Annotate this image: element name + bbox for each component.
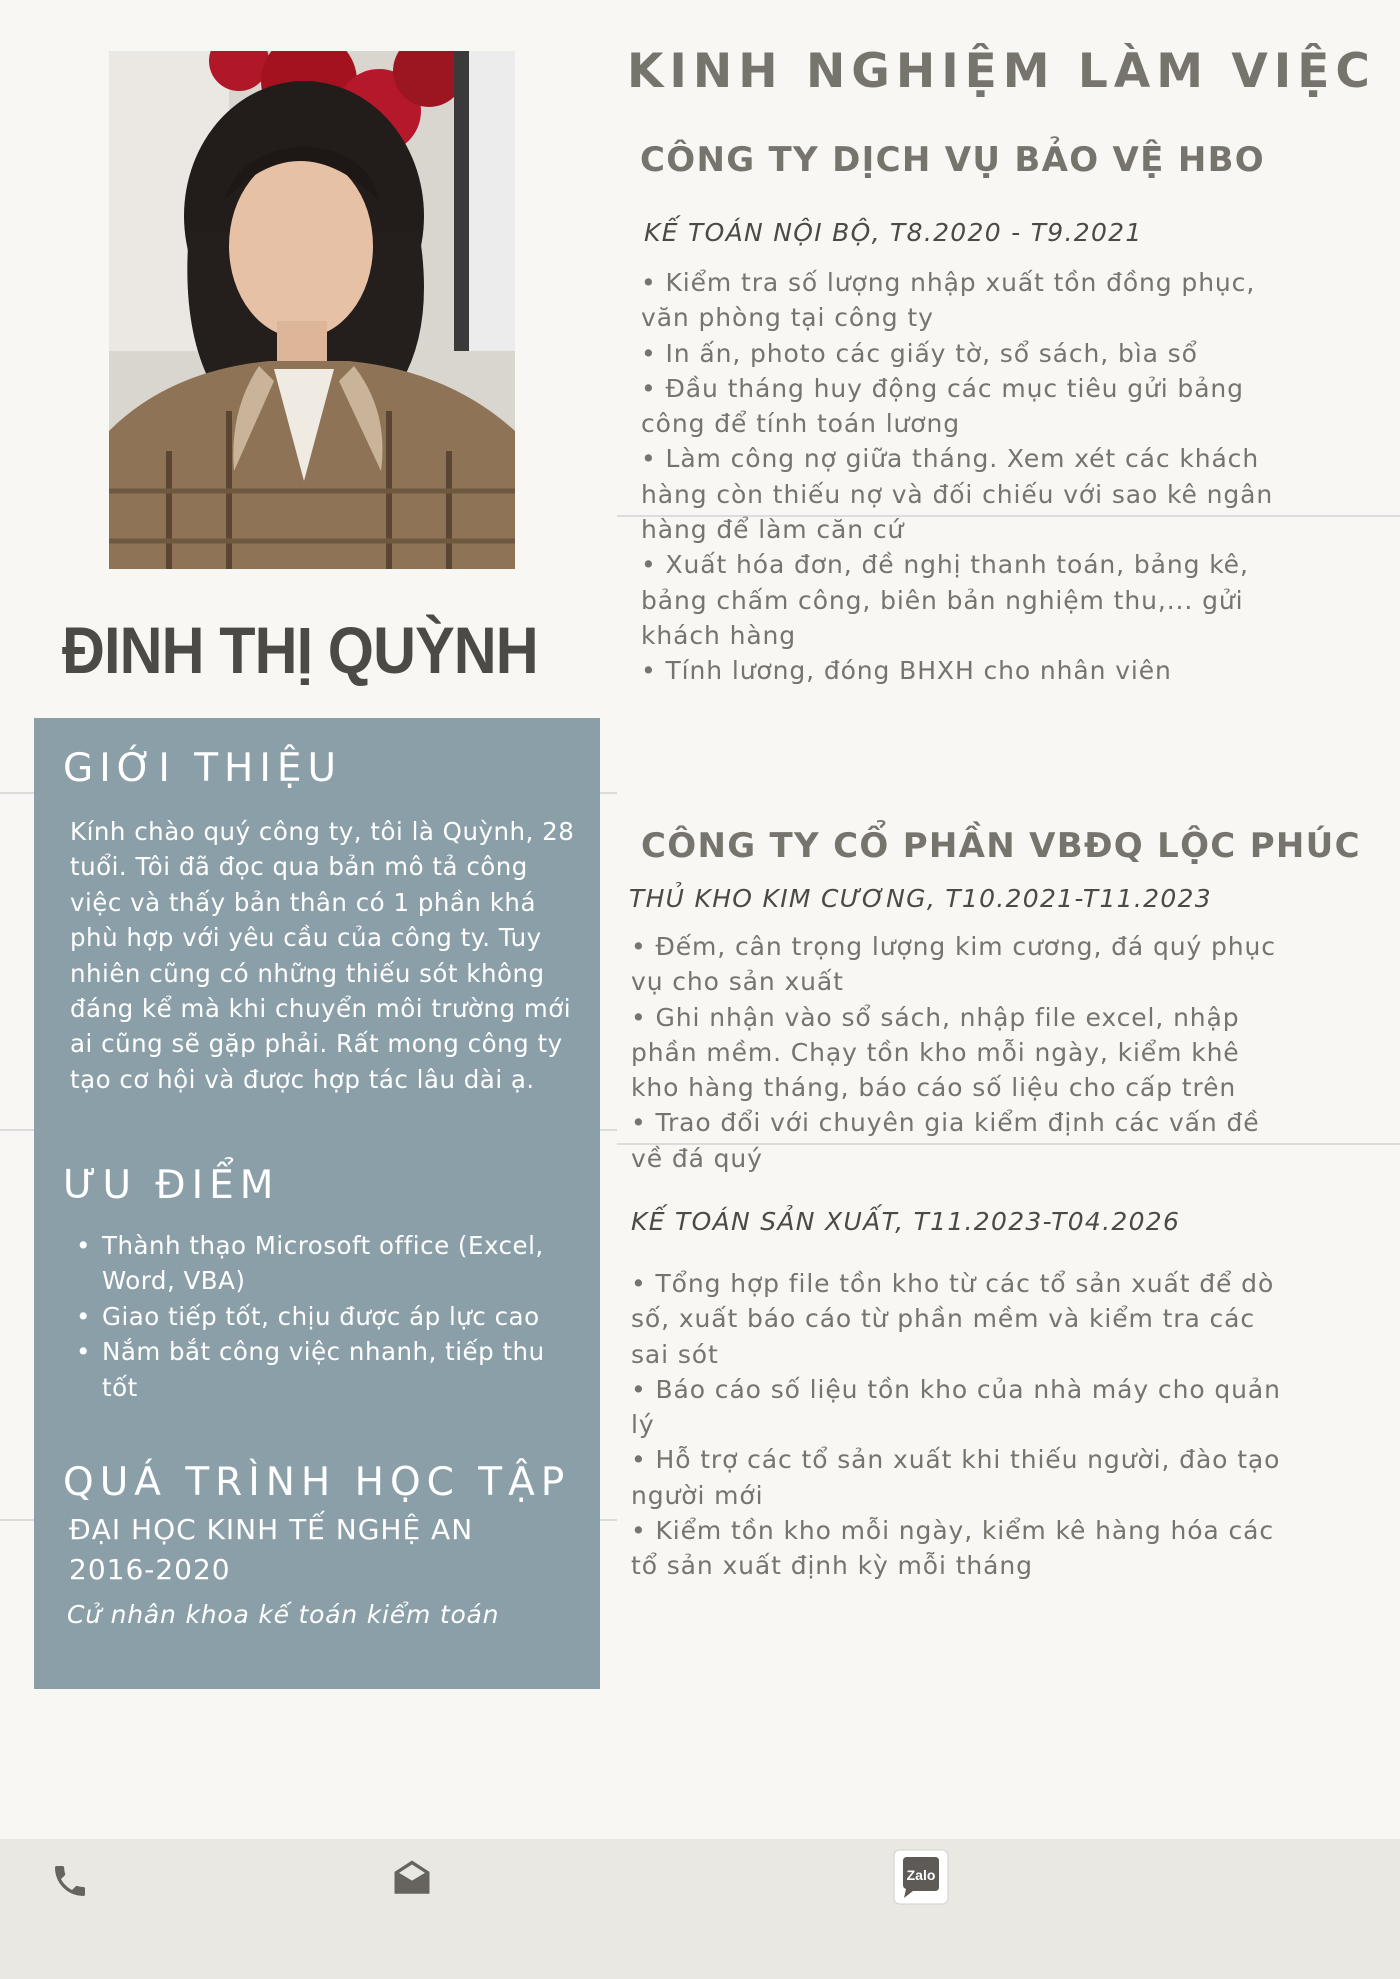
job-duties-list (631, 929, 1291, 1176)
candidate-name: ĐINH THỊ QUỲNH (62, 613, 538, 687)
list-item: • Làm công nợ giữa tháng. Xem xét các khách hàng còn thiếu nợ và đối chiếu với sao kê ngân hàng để làm căn cứ (641, 444, 1274, 545)
list-item: • Kiểm tra số lượng nhập xuất tồn đồng phục, văn phòng tại công ty (641, 268, 1256, 333)
list-item: • Xuất hóa đơn, đề nghị thanh toán, bảng kê, bảng chấm công, biên bản nghiệm thu,... gửi khách hàng (641, 550, 1249, 650)
company-name: CÔNG TY DỊCH VỤ BẢO VỆ HBO (640, 140, 1265, 180)
intro-heading: GIỚI THIỆU (63, 746, 343, 791)
contact-footer (0, 1839, 1400, 1979)
strengths-list (70, 1228, 572, 1405)
list-item: • Thành thạo Microsoft office (Excel, Word, VBA) (102, 1228, 572, 1299)
profile-photo-illustration (109, 51, 515, 569)
list-item: • Đầu tháng huy động các mục tiêu gửi bảng công để tính toán lương (641, 373, 1244, 439)
list-item: • Báo cáo số liệu tồn kho của nhà máy cho quản lý (631, 1374, 1281, 1440)
list-item: • Hỗ trợ các tổ sản xuất khi thiếu người, đào tạo người mới (631, 1445, 1281, 1510)
education-heading: QUÁ TRÌNH HỌC TẬP (63, 1460, 571, 1505)
experience-heading: KINH NGHIỆM LÀM VIỆC (627, 44, 1376, 99)
phone-icon[interactable] (50, 1861, 90, 1905)
strengths-heading: ƯU ĐIỂM (63, 1163, 280, 1208)
list-item: • Tổng hợp file tồn kho từ các tổ sản xuất để dò số, xuất báo cáo từ phần mềm và kiểm tra các sai sót (631, 1269, 1275, 1369)
list-item: • Tính lương, đóng BHXH cho nhân viên (641, 656, 1172, 686)
list-item: • Giao tiếp tốt, chịu được áp lực cao (102, 1299, 572, 1334)
mail-icon[interactable] (390, 1857, 434, 1903)
job-duties-list (641, 265, 1291, 689)
education-degree: Cử nhân khoa kế toán kiểm toán (67, 1600, 500, 1629)
zalo-label: Zalo (906, 1867, 936, 1883)
job-role: KẾ TOÁN NỘI BỘ, T8.2020 - T9.2021 (644, 218, 1143, 247)
zalo-icon[interactable] (893, 1849, 949, 1905)
profile-photo (109, 51, 515, 569)
list-item: • Nắm bắt công việc nhanh, tiếp thu tốt (102, 1334, 572, 1405)
list-item: • Ghi nhận vào sổ sách, nhập file excel, nhập phần mềm. Chạy tồn kho mỗi ngày, kiểm khê kho hàng tháng, báo cáo số liệu cho cấp trên (631, 1002, 1240, 1103)
job-role: THỦ KHO KIM CƯƠNG, T10.2021-T11.2023 (629, 884, 1212, 913)
company-name: CÔNG TY CỔ PHẦN VBĐQ LỘC PHÚC (641, 826, 1361, 866)
intro-text: Kính chào quý công ty, tôi là Quỳnh, 28 tuổi. Tôi đã đọc qua bản mô tả công việc và thấy bản thân có 1 phần khá phù hợp với yêu cầu của công ty. Tuy nhiên cũng có những thiếu sót không đáng kể mà khi chuyển môi trường mới ai cũng sẽ gặp phải. Rất mong công ty tạo cơ hội và được hợp tác lâu dài ạ. (70, 817, 575, 1094)
list-item: • Đếm, cân trọng lượng kim cương, đá quý phục vụ cho sản xuất (631, 932, 1276, 997)
job-role: KẾ TOÁN SẢN XUẤT, T11.2023-T04.2026 (631, 1207, 1181, 1236)
list-item: • Trao đổi với chuyên gia kiểm định các vấn đề về đá quý (631, 1108, 1260, 1173)
job-duties-list (631, 1266, 1281, 1584)
sidebar-panel (34, 718, 600, 1689)
list-item: • Kiểm tồn kho mỗi ngày, kiểm kê hàng hóa các tổ sản xuất định kỳ mỗi tháng (631, 1516, 1274, 1581)
list-item: • In ấn, photo các giấy tờ, sổ sách, bìa sổ (641, 338, 1198, 368)
education-school: ĐẠI HỌC KINH TẾ NGHỆ AN 2016-2020 (69, 1513, 474, 1586)
